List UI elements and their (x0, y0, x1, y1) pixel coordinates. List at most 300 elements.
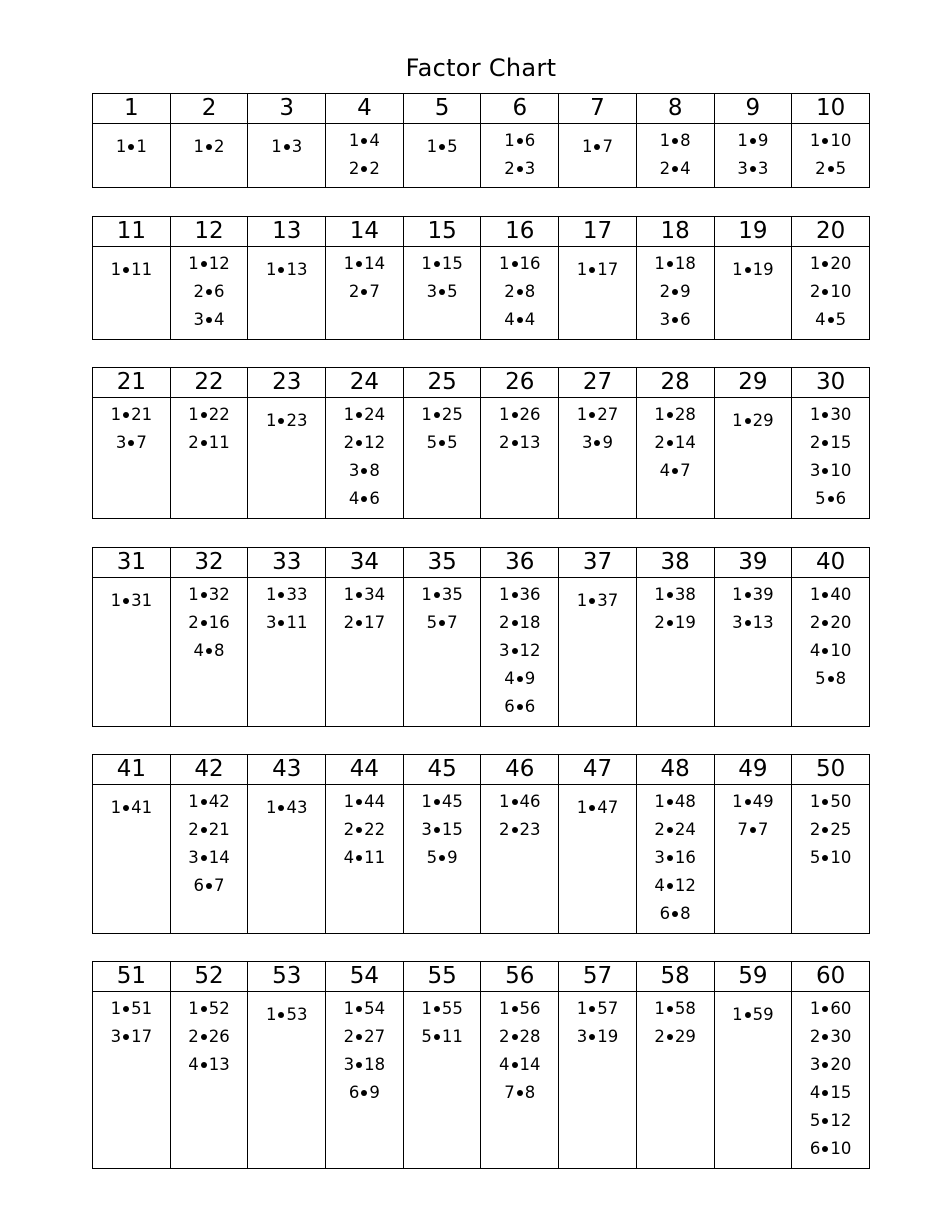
factor-b: 10 (830, 461, 852, 480)
multiply-dot-icon (512, 261, 518, 267)
factor-block-6 (92, 961, 870, 1169)
factor-a: 1 (115, 137, 127, 156)
factor-a: 4 (654, 876, 665, 895)
multiply-dot-icon (589, 1034, 595, 1040)
factor-a: 1 (499, 585, 510, 604)
factor-a: 1 (581, 137, 593, 156)
factor-a: 1 (576, 798, 588, 817)
factor-a: 2 (654, 433, 665, 452)
factor-a: 1 (659, 131, 671, 150)
multiply-dot-icon (201, 261, 207, 267)
factor-pair (481, 429, 558, 457)
factor-a: 1 (654, 405, 665, 424)
multiply-dot-icon (439, 440, 445, 446)
factor-b: 18 (364, 1055, 386, 1074)
multiply-dot-icon (672, 138, 678, 144)
number-header: 49 (714, 755, 792, 785)
factor-b: 5 (835, 310, 847, 329)
factor-pair (637, 844, 714, 872)
number-header: 51 (93, 962, 171, 992)
factor-pair (792, 278, 869, 306)
factor-cell (559, 992, 637, 1169)
factor-pair (326, 250, 403, 278)
factor-b: 8 (680, 131, 691, 150)
factor-b: 17 (131, 1027, 153, 1046)
factor-a: 1 (504, 131, 515, 150)
multiply-dot-icon (517, 138, 523, 144)
factor-a: 5 (421, 1027, 432, 1046)
multiply-dot-icon (123, 412, 129, 418)
factor-b: 29 (752, 411, 774, 430)
factor-pair (171, 844, 248, 872)
factor-a: 5 (815, 489, 826, 508)
factor-pair (792, 637, 869, 665)
factor-pair (248, 581, 325, 609)
factors-row (93, 785, 870, 934)
factor-b: 22 (208, 405, 230, 424)
factor-cell (792, 992, 870, 1169)
factor-a: 2 (343, 1027, 355, 1046)
multiply-dot-icon (672, 911, 678, 917)
factor-b: 45 (441, 792, 463, 811)
number-header: 6 (481, 94, 559, 124)
factor-pair (93, 587, 170, 615)
factor-b: 11 (131, 260, 153, 279)
factor-pair (481, 816, 558, 844)
multiply-dot-icon (356, 1006, 362, 1012)
factor-pair (404, 429, 481, 457)
number-header: 24 (326, 368, 404, 398)
factor-a: 1 (188, 999, 199, 1018)
factor-b: 13 (519, 433, 541, 452)
factor-b: 43 (286, 798, 308, 817)
multiply-dot-icon (822, 799, 828, 805)
factor-a: 1 (421, 405, 432, 424)
multiply-dot-icon (512, 620, 518, 626)
factor-cell (170, 785, 248, 934)
factor-pair (637, 1023, 714, 1051)
multiply-dot-icon (822, 138, 828, 144)
factor-b: 16 (208, 613, 230, 632)
factor-a: 3 (809, 1055, 821, 1074)
multiply-dot-icon (201, 1006, 207, 1012)
factor-pair (93, 794, 170, 822)
factor-block-1 (92, 93, 870, 188)
factor-b: 3 (291, 137, 303, 156)
factor-pair (792, 1023, 869, 1051)
factor-b: 49 (752, 792, 774, 811)
multiply-dot-icon (517, 1090, 523, 1096)
factor-pair (792, 1079, 869, 1107)
factor-b: 8 (369, 461, 380, 480)
multiply-dot-icon (361, 289, 367, 295)
multiply-dot-icon (822, 1034, 828, 1040)
factor-pair (171, 816, 248, 844)
factor-a: 1 (426, 137, 438, 156)
factor-b: 3 (524, 159, 536, 178)
number-header: 15 (403, 217, 481, 247)
factor-a: 2 (809, 1027, 821, 1046)
factor-block-2 (92, 216, 870, 340)
number-header: 9 (714, 94, 792, 124)
multiply-dot-icon (201, 440, 207, 446)
number-header: 3 (248, 94, 326, 124)
factor-b: 3 (757, 159, 769, 178)
factor-pair (326, 1079, 403, 1107)
factor-pair (715, 407, 792, 435)
number-header: 30 (792, 368, 870, 398)
factor-pair (481, 1079, 558, 1107)
number-header: 27 (559, 368, 637, 398)
factor-b: 28 (674, 405, 696, 424)
multiply-dot-icon (201, 1062, 207, 1068)
multiply-dot-icon (356, 1034, 362, 1040)
factor-b: 60 (830, 999, 852, 1018)
factor-cell (93, 247, 171, 340)
factor-pair (481, 693, 558, 721)
multiply-dot-icon (822, 1146, 828, 1152)
number-header-row (93, 548, 870, 578)
factor-b: 17 (364, 613, 386, 632)
factor-a: 2 (815, 159, 826, 178)
factor-pair (637, 788, 714, 816)
multiply-dot-icon (361, 468, 367, 474)
factor-pair (171, 306, 248, 334)
factor-cell (403, 578, 481, 727)
factor-b: 6 (214, 282, 225, 301)
factor-pair (792, 401, 869, 429)
factor-pair (326, 1051, 403, 1079)
factor-a: 4 (815, 310, 826, 329)
factor-pair (792, 1107, 869, 1135)
factor-cell (714, 398, 792, 519)
multiply-dot-icon (745, 267, 751, 273)
multiply-dot-icon (434, 261, 440, 267)
factor-b: 25 (830, 820, 852, 839)
factor-a: 1 (732, 1005, 743, 1024)
factor-a: 4 (193, 641, 205, 660)
factor-cell (792, 398, 870, 519)
multiply-dot-icon (745, 620, 751, 626)
factor-pair (637, 250, 714, 278)
factor-pair (481, 788, 558, 816)
multiply-dot-icon (356, 592, 362, 598)
factor-pair (559, 429, 636, 457)
factor-b: 26 (208, 1027, 230, 1046)
factor-pair (637, 900, 714, 928)
multiply-dot-icon (822, 855, 828, 861)
factor-a: 3 (499, 641, 510, 660)
factor-b: 11 (441, 1027, 463, 1046)
factor-b: 19 (752, 260, 774, 279)
factor-a: 3 (654, 848, 665, 867)
factor-cell (93, 578, 171, 727)
factor-b: 9 (680, 282, 691, 301)
factor-pair (792, 155, 869, 183)
factor-cell (481, 398, 559, 519)
factor-b: 13 (208, 1055, 230, 1074)
multiply-dot-icon (434, 1006, 440, 1012)
factor-b: 48 (674, 792, 696, 811)
factor-pair (404, 133, 481, 161)
factor-a: 7 (737, 820, 748, 839)
multiply-dot-icon (667, 412, 673, 418)
factor-a: 4 (504, 669, 515, 688)
factor-b: 16 (674, 848, 696, 867)
factor-b: 6 (369, 489, 380, 508)
factor-b: 30 (830, 405, 852, 424)
factor-b: 51 (131, 999, 153, 1018)
factor-a: 1 (809, 999, 821, 1018)
multiply-dot-icon (356, 261, 362, 267)
factor-cell (559, 124, 637, 188)
factor-b: 17 (597, 260, 619, 279)
number-header: 32 (170, 548, 248, 578)
multiply-dot-icon (439, 289, 445, 295)
factor-b: 30 (830, 1027, 852, 1046)
factor-cell (792, 124, 870, 188)
factor-cell (636, 124, 714, 188)
factor-b: 55 (441, 999, 463, 1018)
factor-cell (792, 247, 870, 340)
factor-cell (93, 398, 171, 519)
multiply-dot-icon (822, 620, 828, 626)
number-header: 58 (636, 962, 714, 992)
factor-pair (637, 816, 714, 844)
factor-pair (326, 816, 403, 844)
factor-b: 35 (441, 585, 463, 604)
factor-b: 7 (214, 876, 225, 895)
factor-b: 9 (757, 131, 769, 150)
multiply-dot-icon (672, 468, 678, 474)
number-header: 26 (481, 368, 559, 398)
factor-b: 12 (364, 433, 386, 452)
factor-pair (171, 872, 248, 900)
factor-a: 1 (188, 405, 199, 424)
factor-block-4 (92, 547, 870, 727)
factor-b: 59 (752, 1005, 774, 1024)
factor-b: 16 (519, 254, 541, 273)
factor-a: 1 (188, 585, 199, 604)
factor-a: 4 (504, 310, 515, 329)
factor-b: 13 (286, 260, 308, 279)
factor-b: 23 (519, 820, 541, 839)
factor-a: 1 (110, 798, 122, 817)
factor-b: 22 (364, 820, 386, 839)
multiply-dot-icon (512, 1006, 518, 1012)
multiply-dot-icon (284, 144, 290, 150)
factor-pair (481, 1023, 558, 1051)
factor-pair (792, 127, 869, 155)
factor-pair (559, 995, 636, 1023)
factor-pair (481, 401, 558, 429)
factor-cell (481, 124, 559, 188)
factor-pair (637, 872, 714, 900)
factor-a: 6 (348, 1083, 360, 1102)
factor-a: 2 (499, 613, 510, 632)
factor-pair (481, 665, 558, 693)
factor-b: 14 (364, 254, 386, 273)
factor-pair (404, 995, 481, 1023)
multiply-dot-icon (517, 676, 523, 682)
factor-b: 5 (447, 433, 458, 452)
factor-b: 27 (364, 1027, 386, 1046)
factor-a: 4 (809, 641, 821, 660)
factor-pair (93, 256, 170, 284)
factor-b: 15 (441, 254, 463, 273)
factor-a: 2 (654, 613, 665, 632)
number-header: 53 (248, 962, 326, 992)
factor-a: 4 (188, 1055, 199, 1074)
factor-cell (326, 992, 404, 1169)
factor-a: 3 (732, 613, 743, 632)
factor-a: 3 (115, 433, 127, 452)
factor-a: 3 (265, 613, 277, 632)
factor-a: 3 (581, 433, 593, 452)
factor-pair (326, 429, 403, 457)
factor-a: 3 (426, 282, 438, 301)
factor-pair (326, 788, 403, 816)
factor-b: 2 (369, 159, 380, 178)
number-header-row (93, 368, 870, 398)
factor-pair (481, 155, 558, 183)
factor-pair (481, 127, 558, 155)
multiply-dot-icon (128, 440, 134, 446)
factor-b: 7 (680, 461, 691, 480)
number-header-row (93, 755, 870, 785)
factor-pair (637, 609, 714, 637)
factor-a: 1 (576, 591, 588, 610)
factor-pair (792, 457, 869, 485)
factor-a: 1 (809, 792, 821, 811)
factor-pair (404, 1023, 481, 1051)
factor-pair (171, 401, 248, 429)
factor-pair (93, 133, 170, 161)
factor-pair (792, 306, 869, 334)
factor-cell (403, 992, 481, 1169)
number-header-row (93, 962, 870, 992)
factor-a: 1 (188, 254, 199, 273)
multiply-dot-icon (512, 648, 518, 654)
factor-a: 1 (499, 405, 510, 424)
multiply-dot-icon (123, 1006, 129, 1012)
factor-pair (637, 306, 714, 334)
factor-pair (404, 788, 481, 816)
multiply-dot-icon (434, 592, 440, 598)
factor-a: 2 (193, 282, 205, 301)
multiply-dot-icon (278, 592, 284, 598)
factor-a: 1 (421, 254, 432, 273)
factor-b: 36 (519, 585, 541, 604)
factor-pair (404, 609, 481, 637)
factor-b: 9 (369, 1083, 380, 1102)
factor-b: 27 (597, 405, 619, 424)
factor-b: 50 (830, 792, 852, 811)
factor-pair (326, 581, 403, 609)
factor-b: 4 (214, 310, 225, 329)
multiply-dot-icon (517, 166, 523, 172)
multiply-dot-icon (206, 317, 212, 323)
number-header: 17 (559, 217, 637, 247)
number-header-row (93, 217, 870, 247)
factor-cell (481, 247, 559, 340)
factor-pair (792, 1135, 869, 1163)
factor-a: 5 (426, 848, 438, 867)
number-header: 41 (93, 755, 171, 785)
factor-a: 1 (809, 131, 821, 150)
multiply-dot-icon (128, 144, 134, 150)
number-header: 57 (559, 962, 637, 992)
factor-a: 1 (654, 999, 665, 1018)
factor-a: 1 (343, 585, 355, 604)
number-header: 37 (559, 548, 637, 578)
multiply-dot-icon (206, 883, 212, 889)
factor-a: 1 (421, 585, 432, 604)
factor-cell (403, 785, 481, 934)
factor-b: 7 (447, 613, 458, 632)
multiply-dot-icon (201, 412, 207, 418)
factor-b: 34 (364, 585, 386, 604)
factor-b: 12 (208, 254, 230, 273)
factor-cell (714, 992, 792, 1169)
multiply-dot-icon (434, 412, 440, 418)
number-header: 25 (403, 368, 481, 398)
factor-a: 1 (809, 405, 821, 424)
multiply-dot-icon (512, 440, 518, 446)
multiply-dot-icon (589, 598, 595, 604)
number-header: 12 (170, 217, 248, 247)
multiply-dot-icon (672, 289, 678, 295)
number-header: 55 (403, 962, 481, 992)
factor-pair (171, 995, 248, 1023)
factor-cell (481, 785, 559, 934)
factor-b: 46 (519, 792, 541, 811)
factor-pair (481, 306, 558, 334)
factor-b: 5 (447, 282, 458, 301)
factor-pair (248, 609, 325, 637)
factor-b: 7 (136, 433, 147, 452)
factor-pair (792, 485, 869, 513)
factor-b: 8 (524, 282, 536, 301)
multiply-dot-icon (667, 799, 673, 805)
factor-a: 1 (737, 131, 748, 150)
factor-b: 9 (524, 669, 536, 688)
factor-a: 1 (809, 254, 821, 273)
factor-cell (248, 578, 326, 727)
number-header: 36 (481, 548, 559, 578)
factor-cell (403, 247, 481, 340)
number-header: 46 (481, 755, 559, 785)
factor-a: 3 (193, 310, 205, 329)
factor-a: 1 (271, 137, 282, 156)
multiply-dot-icon (439, 620, 445, 626)
factor-pair (93, 429, 170, 457)
factor-a: 1 (110, 999, 122, 1018)
multiply-dot-icon (512, 592, 518, 598)
multiply-dot-icon (667, 261, 673, 267)
factor-a: 2 (809, 282, 821, 301)
number-header: 19 (714, 217, 792, 247)
factor-cell (326, 578, 404, 727)
multiply-dot-icon (201, 855, 207, 861)
factor-a: 5 (815, 669, 826, 688)
factor-pair (171, 1023, 248, 1051)
factor-cell (403, 398, 481, 519)
factor-pair (792, 581, 869, 609)
factor-b: 12 (830, 1111, 852, 1130)
multiply-dot-icon (512, 412, 518, 418)
multiply-dot-icon (667, 592, 673, 598)
